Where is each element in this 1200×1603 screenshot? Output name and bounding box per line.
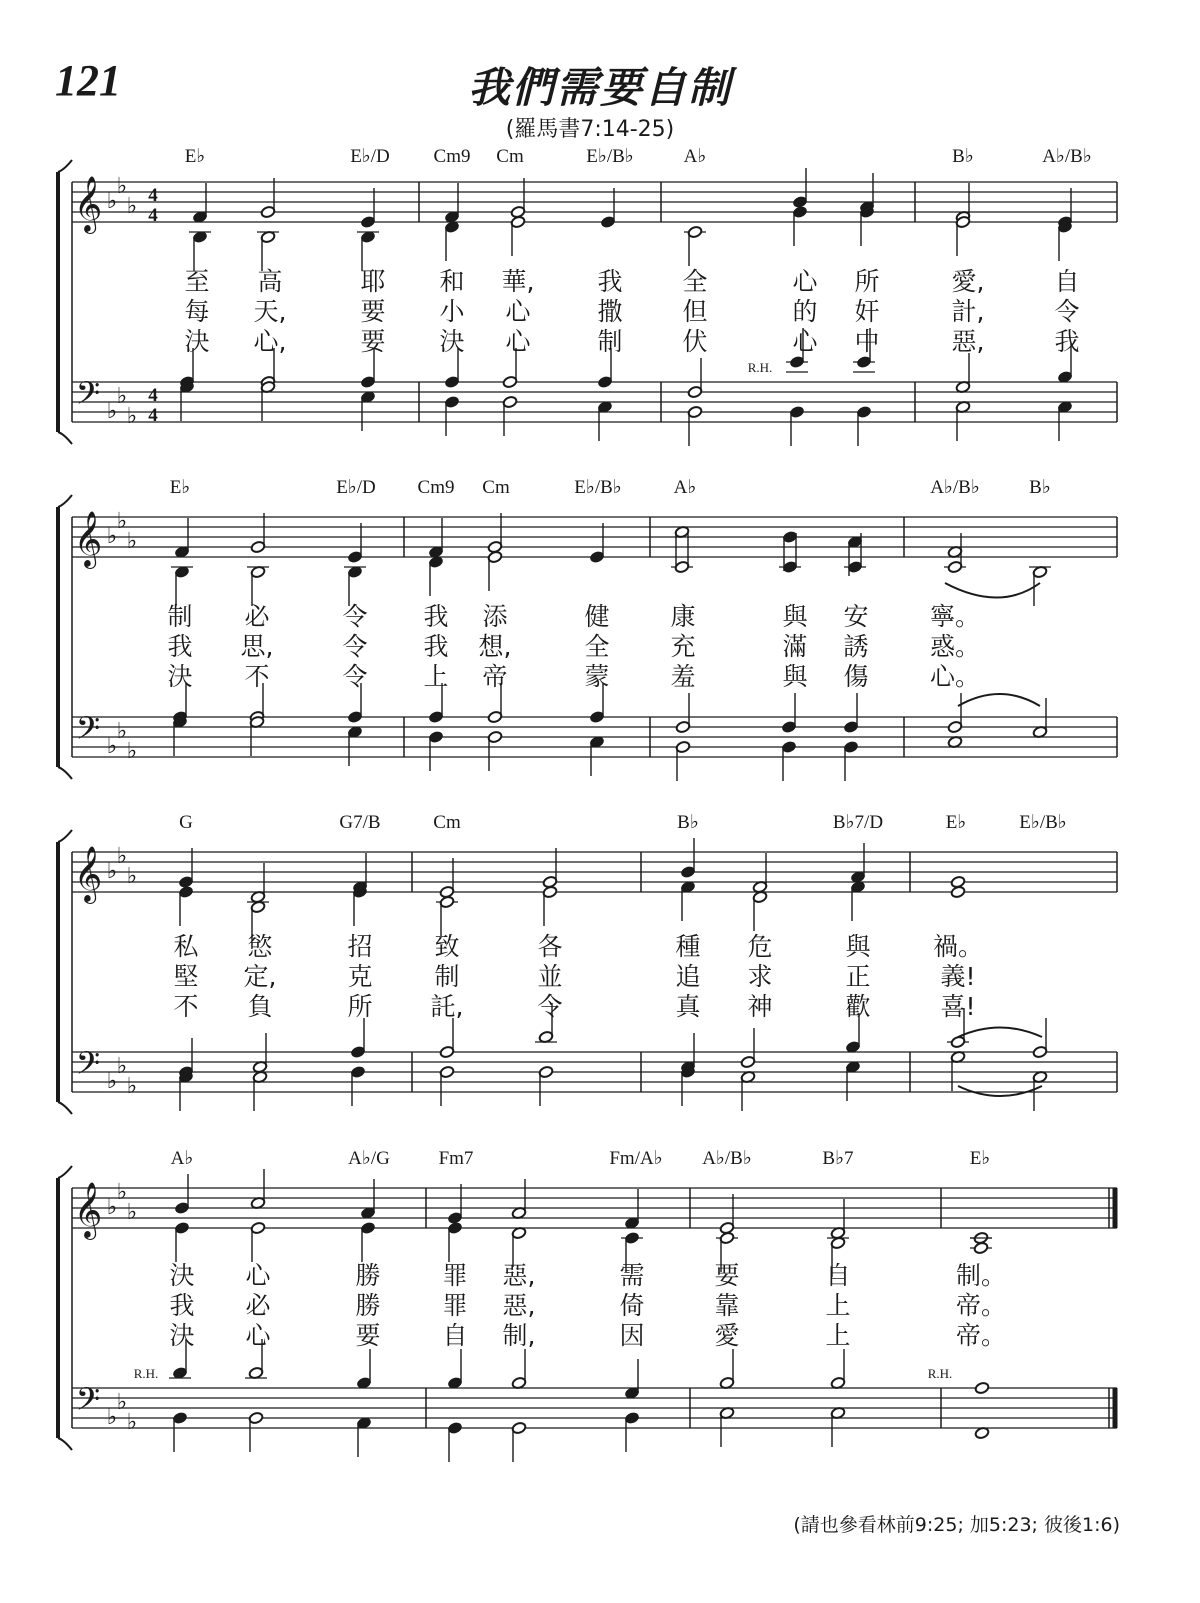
lyric-verse-3: 惡, bbox=[951, 327, 985, 356]
lyric-verse-2: 並 bbox=[537, 962, 563, 991]
bracket-bottom-hook bbox=[58, 767, 72, 779]
lyric-verse-3: 決 bbox=[169, 1321, 195, 1350]
lyric-verse-3: 伏 bbox=[682, 327, 708, 356]
lyric-verse-3: 帝 bbox=[482, 662, 508, 691]
key-flat: ♭ bbox=[116, 1054, 128, 1079]
lyric-verse-2: 天, bbox=[253, 297, 287, 326]
key-flat: ♭ bbox=[116, 1390, 128, 1415]
lyric-verse-1: 自 bbox=[825, 1261, 851, 1290]
tie bbox=[958, 1028, 1042, 1038]
chord-symbol: Fm7 bbox=[438, 1148, 474, 1169]
lyric-verse-2: 奸 bbox=[854, 297, 880, 326]
lyric-verse-3: 羞 bbox=[670, 662, 696, 691]
chord-symbol: E♭/B♭ bbox=[586, 146, 634, 167]
lyric-verse-1: 要 bbox=[714, 1261, 740, 1290]
chord-symbol: Cm bbox=[433, 812, 461, 833]
lyric-verse-3: 傷 bbox=[843, 662, 869, 691]
bracket-top-hook bbox=[58, 1166, 72, 1178]
lyric-verse-1: 自 bbox=[1054, 267, 1080, 296]
chord-symbol: Cm9 bbox=[417, 477, 455, 498]
lyric-verse-1: 勝 bbox=[355, 1261, 381, 1290]
treble-clef: 𝄞 bbox=[73, 176, 103, 232]
lyric-verse-1: 至 bbox=[184, 267, 210, 296]
lyric-verse-3: 中 bbox=[854, 327, 880, 356]
time-signature-bottom: 4 bbox=[148, 405, 158, 426]
chord-symbol: E♭/B♭ bbox=[1019, 812, 1067, 833]
chord-symbol: A♭/B♭ bbox=[1042, 146, 1092, 167]
time-signature-top: 4 bbox=[148, 385, 158, 406]
lyric-verse-1: 華, bbox=[501, 267, 535, 296]
lyric-verse-1: 私 bbox=[173, 932, 199, 961]
bracket-top-hook bbox=[58, 495, 72, 507]
lyric-verse-1: 決 bbox=[169, 1261, 195, 1290]
lyric-verse-3: 令 bbox=[537, 992, 563, 1021]
lyric-verse-2: 罪 bbox=[442, 1291, 468, 1320]
lyric-verse-2: 克 bbox=[347, 962, 373, 991]
chord-symbol: B♭ bbox=[952, 146, 974, 167]
lyric-verse-3: 要 bbox=[355, 1321, 381, 1350]
chord-symbol: E♭/D bbox=[350, 146, 390, 167]
bass-note-head bbox=[974, 1381, 989, 1394]
lyric-verse-1: 需 bbox=[619, 1261, 645, 1290]
time-signature-top: 4 bbox=[148, 185, 158, 206]
key-flat: ♭ bbox=[126, 194, 138, 219]
lyric-verse-3: 歡 bbox=[845, 992, 871, 1021]
lyric-verse-1: 罪 bbox=[442, 1261, 468, 1290]
lyric-verse-3: 心 bbox=[245, 1321, 271, 1350]
key-flat: ♭ bbox=[106, 1405, 118, 1430]
tie bbox=[958, 1086, 1042, 1096]
lyric-verse-2: 要 bbox=[360, 297, 386, 326]
lyric-verse-1: 康 bbox=[670, 602, 696, 631]
lyric-verse-3: 決 bbox=[184, 327, 210, 356]
treble-note-head bbox=[950, 885, 965, 898]
lyric-verse-3: 負 bbox=[247, 992, 273, 1021]
key-flat: ♭ bbox=[126, 1410, 138, 1435]
key-flat: ♭ bbox=[106, 1195, 118, 1220]
scripture-reference: (羅馬書7:14-25) bbox=[505, 117, 675, 142]
lyric-verse-3: 決 bbox=[167, 662, 193, 691]
key-flat: ♭ bbox=[106, 1069, 118, 1094]
lyric-verse-1: 心 bbox=[792, 267, 818, 296]
footnote-references: (請也參看林前9:25; 加5:23; 彼後1:6) bbox=[793, 1514, 1120, 1536]
lyric-verse-1: 制 bbox=[167, 602, 193, 631]
lyric-verse-2: 惑。 bbox=[929, 632, 981, 661]
lyric-verse-1: 慾 bbox=[247, 932, 273, 961]
lyric-verse-2: 追 bbox=[675, 962, 701, 991]
bracket-top-hook bbox=[58, 830, 72, 842]
lyric-verse-1: 制。 bbox=[955, 1261, 1007, 1290]
lyric-verse-2: 靠 bbox=[714, 1291, 740, 1320]
lyric-verse-2: 誘 bbox=[843, 632, 869, 661]
treble-clef: 𝄞 bbox=[73, 846, 103, 902]
treble-clef: 𝄞 bbox=[73, 1182, 103, 1238]
lyric-verse-2: 求 bbox=[747, 962, 773, 991]
chord-symbol: E♭ bbox=[969, 1148, 991, 1169]
lyric-verse-2: 倚 bbox=[619, 1291, 645, 1320]
rh-marking: R.H. bbox=[747, 360, 773, 375]
lyric-verse-3: 上 bbox=[423, 662, 449, 691]
lyric-verse-3: 制, bbox=[502, 1321, 536, 1350]
lyric-verse-3: 我 bbox=[1054, 327, 1080, 356]
rh-marking: R.H. bbox=[133, 1366, 159, 1381]
bracket-top-hook bbox=[58, 160, 72, 172]
key-flat: ♭ bbox=[116, 719, 128, 744]
key-flat: ♭ bbox=[126, 404, 138, 429]
key-flat: ♭ bbox=[106, 189, 118, 214]
lyric-verse-2: 計, bbox=[951, 297, 985, 326]
lyric-verse-1: 全 bbox=[682, 267, 708, 296]
chord-symbol: E♭ bbox=[945, 812, 967, 833]
chord-symbol: Cm bbox=[496, 146, 524, 167]
lyric-verse-2: 的 bbox=[792, 297, 818, 326]
key-flat: ♭ bbox=[126, 529, 138, 554]
key-flat: ♭ bbox=[106, 859, 118, 884]
chord-symbol: Fm/A♭ bbox=[609, 1148, 663, 1169]
lyric-verse-3: 因 bbox=[619, 1321, 645, 1350]
chord-symbol: E♭ bbox=[184, 146, 206, 167]
lyric-verse-3: 要 bbox=[360, 327, 386, 356]
lyric-verse-2: 我 bbox=[167, 632, 193, 661]
key-flat: ♭ bbox=[126, 1200, 138, 1225]
chord-symbol: A♭/B♭ bbox=[930, 477, 980, 498]
chord-symbol: G7/B bbox=[339, 812, 381, 833]
chord-symbol: B♭7/D bbox=[832, 812, 884, 833]
bracket-bottom-hook bbox=[58, 432, 72, 444]
lyric-verse-1: 耶 bbox=[360, 267, 386, 296]
lyric-verse-2: 上 bbox=[825, 1291, 851, 1320]
treble-note-head bbox=[973, 1241, 988, 1254]
key-flat: ♭ bbox=[116, 1180, 128, 1205]
key-flat: ♭ bbox=[126, 1074, 138, 1099]
lyric-verse-2: 正 bbox=[845, 962, 871, 991]
lyric-verse-2: 思, bbox=[240, 632, 274, 661]
key-flat: ♭ bbox=[106, 399, 118, 424]
time-signature-bottom: 4 bbox=[148, 205, 158, 226]
lyric-verse-1: 與 bbox=[782, 602, 808, 631]
lyric-verse-1: 所 bbox=[854, 267, 880, 296]
lyric-verse-3: 不 bbox=[244, 662, 270, 691]
treble-clef: 𝄞 bbox=[73, 511, 103, 567]
lyric-verse-2: 勝 bbox=[355, 1291, 381, 1320]
key-flat: ♭ bbox=[116, 174, 128, 199]
lyric-verse-2: 充 bbox=[670, 632, 696, 661]
lyric-verse-3: 上 bbox=[825, 1321, 851, 1350]
lyric-verse-3: 心 bbox=[792, 327, 818, 356]
lyric-verse-3: 心, bbox=[253, 327, 287, 356]
lyric-verse-2: 必 bbox=[245, 1291, 271, 1320]
lyric-verse-3: 決 bbox=[439, 327, 465, 356]
lyric-verse-2: 帝。 bbox=[955, 1291, 1007, 1320]
lyric-verse-2: 滿 bbox=[782, 632, 808, 661]
chord-symbol: B♭ bbox=[677, 812, 699, 833]
lyric-verse-3: 不 bbox=[173, 992, 199, 1021]
lyric-verse-3: 真 bbox=[675, 992, 701, 1021]
lyric-verse-3: 令 bbox=[342, 662, 368, 691]
lyric-verse-2: 想, bbox=[478, 632, 512, 661]
lyric-verse-2: 撒 bbox=[597, 297, 623, 326]
lyric-verse-2: 義! bbox=[940, 962, 976, 991]
lyric-verse-3: 喜! bbox=[940, 992, 976, 1021]
chord-symbol: A♭/B♭ bbox=[702, 1148, 752, 1169]
chord-symbol: E♭ bbox=[169, 477, 191, 498]
lyric-verse-2: 我 bbox=[423, 632, 449, 661]
lyric-verse-1: 和 bbox=[439, 267, 465, 296]
lyric-verse-1: 危 bbox=[747, 932, 773, 961]
chord-symbol: A♭ bbox=[683, 146, 707, 167]
key-flat: ♭ bbox=[116, 384, 128, 409]
hymn-title: 我們需要自制 bbox=[467, 63, 732, 112]
chord-symbol: Cm9 bbox=[433, 146, 471, 167]
lyric-verse-2: 制 bbox=[434, 962, 460, 991]
lyric-verse-1: 惡, bbox=[502, 1261, 536, 1290]
lyric-verse-1: 健 bbox=[584, 602, 610, 631]
lyric-verse-1: 寧。 bbox=[929, 602, 981, 631]
lyric-verse-1: 我 bbox=[597, 267, 623, 296]
lyric-verse-1: 種 bbox=[675, 932, 701, 961]
lyric-verse-1: 致 bbox=[434, 932, 460, 961]
bracket-bottom-hook bbox=[58, 1438, 72, 1450]
lyric-verse-1: 必 bbox=[244, 602, 270, 631]
lyric-verse-1: 令 bbox=[342, 602, 368, 631]
lyric-verse-2: 全 bbox=[584, 632, 610, 661]
lyric-verse-2: 惡, bbox=[502, 1291, 536, 1320]
key-flat: ♭ bbox=[116, 844, 128, 869]
chord-symbol: A♭ bbox=[673, 477, 697, 498]
lyric-verse-2: 心 bbox=[505, 297, 531, 326]
lyric-verse-2: 我 bbox=[169, 1291, 195, 1320]
lyric-verse-1: 我 bbox=[423, 602, 449, 631]
hymn-number: 121 bbox=[55, 56, 121, 105]
lyric-verse-2: 令 bbox=[1054, 297, 1080, 326]
lyric-verse-1: 安 bbox=[843, 602, 869, 631]
key-flat: ♭ bbox=[106, 734, 118, 759]
lyric-verse-2: 但 bbox=[682, 297, 708, 326]
tie bbox=[958, 694, 1040, 706]
lyric-verse-3: 所 bbox=[347, 992, 373, 1021]
lyric-verse-2: 每 bbox=[184, 297, 210, 326]
key-flat: ♭ bbox=[116, 509, 128, 534]
lyric-verse-3: 心 bbox=[505, 327, 531, 356]
tie bbox=[945, 583, 1040, 598]
lyric-verse-3: 愛 bbox=[714, 1321, 740, 1350]
lyric-verse-2: 小 bbox=[439, 297, 465, 326]
key-flat: ♭ bbox=[126, 864, 138, 889]
bass-clef: 𝄢 bbox=[75, 1045, 101, 1089]
rh-marking: R.H. bbox=[927, 1366, 953, 1381]
chord-symbol: A♭ bbox=[170, 1148, 194, 1169]
lyric-verse-1: 添 bbox=[482, 602, 508, 631]
lyric-verse-3: 心。 bbox=[929, 662, 981, 691]
bass-clef: 𝄢 bbox=[75, 1381, 101, 1425]
lyric-verse-1: 愛, bbox=[951, 267, 985, 296]
lyric-verse-1: 心 bbox=[245, 1261, 271, 1290]
lyric-verse-1: 各 bbox=[537, 932, 563, 961]
chord-symbol: B♭ bbox=[1029, 477, 1051, 498]
lyric-verse-3: 自 bbox=[442, 1321, 468, 1350]
chord-symbol: G bbox=[179, 812, 193, 833]
bass-clef: 𝄢 bbox=[75, 710, 101, 754]
bracket-bottom-hook bbox=[58, 1102, 72, 1114]
chord-symbol: Cm bbox=[482, 477, 510, 498]
lyric-verse-3: 神 bbox=[747, 992, 773, 1021]
lyric-verse-1: 招 bbox=[347, 932, 373, 961]
chord-symbol: A♭/G bbox=[348, 1148, 390, 1169]
lyric-verse-3: 與 bbox=[782, 662, 808, 691]
lyric-verse-1: 與 bbox=[845, 932, 871, 961]
lyric-verse-2: 堅 bbox=[173, 962, 199, 991]
lyric-verse-1: 高 bbox=[257, 267, 283, 296]
chord-symbol: E♭/D bbox=[336, 477, 376, 498]
lyric-verse-2: 令 bbox=[342, 632, 368, 661]
lyric-verse-3: 託, bbox=[430, 992, 464, 1021]
key-flat: ♭ bbox=[106, 524, 118, 549]
chord-symbol: B♭7 bbox=[822, 1148, 854, 1169]
bass-clef: 𝄢 bbox=[75, 375, 101, 419]
lyric-verse-3: 蒙 bbox=[584, 662, 610, 691]
lyric-verse-3: 制 bbox=[597, 327, 623, 356]
chord-symbol: E♭/B♭ bbox=[574, 477, 622, 498]
key-flat: ♭ bbox=[126, 739, 138, 764]
lyric-verse-1: 禍。 bbox=[932, 932, 984, 961]
lyric-verse-2: 定, bbox=[243, 962, 277, 991]
lyric-verse-3: 帝。 bbox=[955, 1321, 1007, 1350]
